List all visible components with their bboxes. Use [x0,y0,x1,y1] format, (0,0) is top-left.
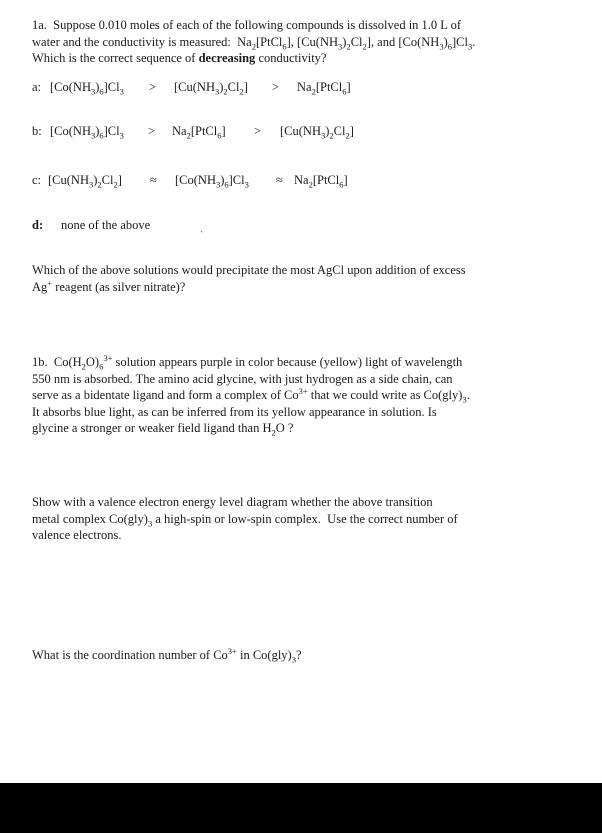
question-1b-line-2: 550 nm is absorbed. The amino acid glycine, with just hydrogen as a side chain, can [32,371,453,386]
scan-bottom-border [0,783,602,833]
stray-mark: ˎ [200,222,204,233]
choice-a-compound-2: $[Cu(NH_3)_2Cl_2]$ [174,80,248,97]
choice-c-label: c: [32,173,42,187]
choice-a-op-2: > [272,80,280,94]
choice-b-compound-1: $[Co(NH_3)_6]Cl_3$ [50,124,124,141]
choice-c-compound-1: $[Cu(NH_3)_2Cl_2]$ [48,173,122,190]
choice-c-compound-3: $Na_2[PtCl_6]$ [294,173,348,190]
question-1b-line-1: 1b. $Co(H_2O)_6^{3+}$ solution appears purple in color because (yellow) light of wavelength [32,352,463,372]
question-diagram-line-1: Show with a valence electron energy level diagram whether the above transition [32,495,433,509]
choice-a [32,78,572,96]
question-agcl-line-2: Ag+ reagent (as silver nitrate)? [32,277,186,294]
question-1a-line-3: Which is the correct sequence of decreasing conductivity? [32,51,327,65]
choice-b-label: b: [32,124,42,138]
choice-a-label: a: [32,80,42,94]
question-1b-line-4: It absorbs blue light, as can be inferred from its yellow appearance in solution. Is [32,404,437,419]
choice-c-op-2: ≈ [276,173,283,187]
question-1b-line-3: serve as a bidentate ligand and form a complex of $Co^{3+}$ that we could write as $Co(gly)_3$. [32,385,470,405]
question-coordination-number [32,647,562,664]
choice-a-op-1: > [149,80,157,94]
choice-d-label: d: [32,218,44,232]
question-diagram-line-3: valence electrons. [32,528,122,542]
choice-d-text: none of the above [61,218,151,232]
question-coord-line-1: What is the coordination number of $Co^{3+}$ in $Co(gly)_3$? [32,645,302,665]
choice-c [32,171,572,189]
choice-b-compound-3: $[Cu(NH_3)_2Cl_2]$ [280,124,354,141]
question-energy-diagram [32,494,562,544]
choice-a-compound-1: $[Co(NH_3)_6]Cl_3$ [50,80,124,97]
choice-b-compound-2: $Na_2[PtCl_6]$ [172,124,226,141]
choice-c-op-1: ≈ [150,173,157,187]
choice-b-op-2: > [254,124,262,138]
choice-b-op-1: > [148,124,156,138]
question-diagram-line-2: metal complex $Co(gly)_3$ a high-spin or low-spin complex. Use the correct number of [32,511,458,528]
question-1b [32,354,562,437]
question-1a-line-1: 1a. Suppose 0.010 moles of each of the following compounds is dissolved in 1.0 L of [32,18,461,32]
question-1b-line-5: glycine a stronger or weaker field ligand than $H_2O$ ? [32,421,294,438]
question-1a-line-2: water and the conductivity is measured: $Na_2[PtCl_6]$, $[Cu(NH_3)_2Cl_2]$, and $[Co(NH_3)_6]Cl_3$. [32,34,476,51]
choice-c-compound-2: $[Co(NH_3)_6]Cl_3$ [175,173,249,190]
choice-d [32,216,332,234]
question-1a [32,17,562,67]
question-agcl-line-1: Which of the above solutions would precipitate the most AgCl upon addition of excess [32,263,466,277]
choice-a-compound-3: $Na_2[PtCl_6]$ [297,80,351,97]
question-agcl [32,262,562,295]
choice-b [32,122,572,140]
